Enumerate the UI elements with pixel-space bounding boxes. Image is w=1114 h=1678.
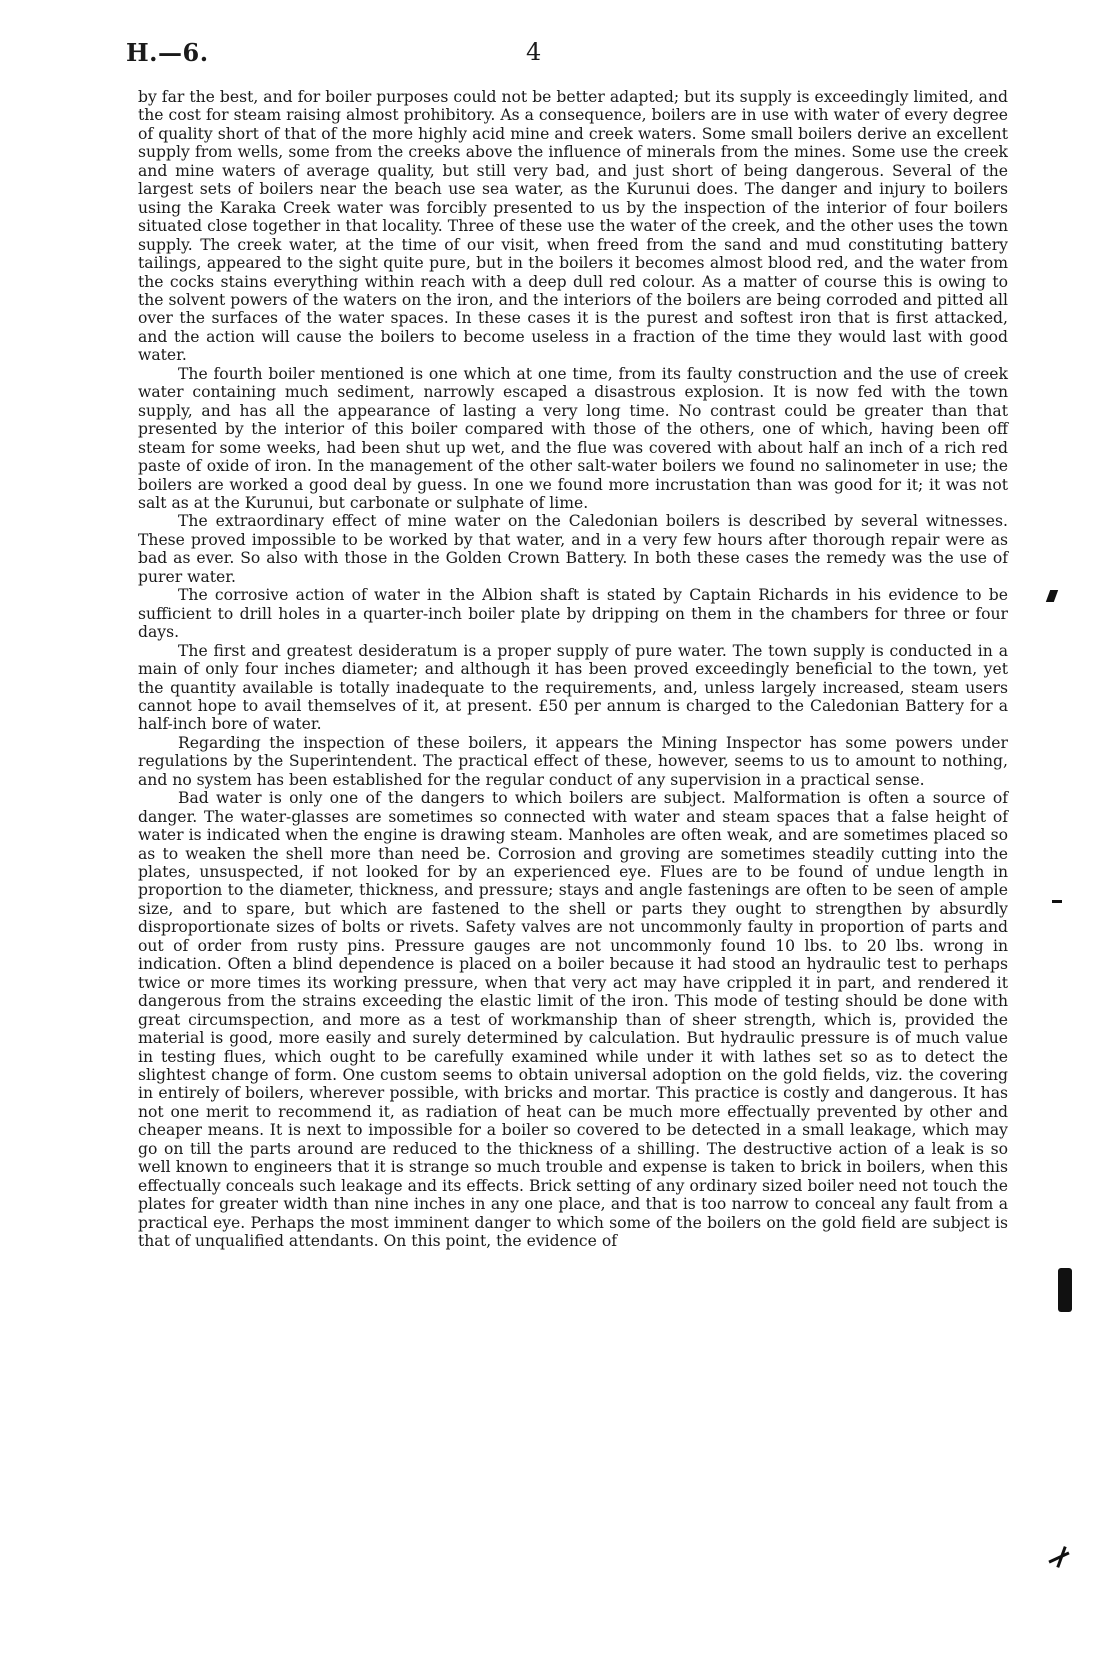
paragraph-2: The fourth boiler mentioned is one which at one time, from its faulty construction and the use of creek water containing much sediment, narrowly escaped a disastrous explosion. It is now fed with the town supply, and has all the appearance of lasting a very long time. No contrast could be greater than that presented by the interior of this boiler compared with those of the others, one of which, having been off steam for some weeks, had been shut up wet, and the flue was covered with about half an inch of a rich red paste of oxide of iron. In the management of the other salt-water boilers we found no salinometer in use; the boilers are worked a good deal by guess. In one we found more incrustation than was good for it; it was not salt as at the Kurunui, but carbonate or sulphate of lime. [138, 364, 1008, 512]
margin-ink-mark [1046, 590, 1058, 602]
paragraph-7: Bad water is only one of the dangers to which boilers are subject. Malformation is often a source of danger. The water-glasses are sometimes so connected with water and steam spaces that a false height of water is indicated when the engine is drawing steam. Manholes are often weak, and are sometimes placed so as to weaken the shell more than need be. Corrosion and groving are sometimes steadily cutting into the plates, unsuspected, if not looked for by an experienced eye. Flues are to be found of undue length in proportion to the diameter, thickness, and pressure; stays and angle fastenings are often to be seen of ample size, and to spare, but which are fastened to the shell or parts they ought to strengthen by absurdly disproportionate sizes of bolts or rivets. Safety valves are not uncommonly faulty in proportion of parts and out of order from rusty pins. Pressure gauges are not uncommonly found 10 lbs. to 20 lbs. wrong in indication. Often a blind dependence is placed on a boiler because it had stood an hydraulic test to perhaps twice or more times its working pressure, when that very act may have crippled it in part, and rendered it dangerous from the strains exceeding the elastic limit of the iron. This mode of testing should be done with great circumspection, and more as a test of workmanship than of sheer strength, which is, provided the material is good, more easily and surely determined by calculation. But hydraulic pressure is of much value in testing flues, which ought to be carefully examined while under it with lathes set so as to detect the slightest change of form. One custom seems to obtain universal adoption on the gold fields, viz. the covering in entirely of boilers, wherever possible, with bricks and mortar. This practice is costly and dangerous. It has not one merit to recommend it, as radiation of heat can be much more effectually prevented by other and cheaper means. It is next to impossible for a boiler so covered to be detected in a small leakage, which may go on till the parts around are reduced to the thickness of a shilling. The destructive action of a leak is so well known to engineers that it is strange so much trouble and expense is taken to brick in boilers, when this effectually conceals such leakage and its effects. Brick setting of any ordinary sized boiler need not touch the plates for greater width than nine inches in any one place, and that is too narrow to conceal any fault from a practical eye. Perhaps the most imminent danger to which some of the boilers on the gold field are subject is that of unqualified attendants. On this point, the evidence of [138, 789, 1008, 1251]
page-header [126, 38, 1026, 74]
page-number: 4 [526, 38, 542, 66]
body-text [138, 88, 1008, 1251]
paragraph-6: Regarding the inspection of these boilers, it appears the Mining Inspector has some powers under regulations by the Superintendent. The practical effect of these, however, seems to us to amount to nothing, and no system has been established for the regular conduct of any supervision in a practical sense. [138, 733, 1008, 789]
margin-ink-mark [1058, 1268, 1072, 1312]
paragraph-5: The first and greatest desideratum is a proper supply of pure water. The town supply is conducted in a main of only four inches diameter; and although it has been proved exceedingly beneficial to the town, yet the quantity available is totally inadequate to the requirements, and, unless largely increased, steam users cannot hope to avail themselves of it, at present. £50 per annum is charged to the Caledonian Battery for a half-inch bore of water. [138, 641, 1008, 734]
paragraph-3: The extraordinary effect of mine water on the Caledonian boilers is described by several witnesses. These proved impossible to be worked by that water, and in a very few hours after thorough repair were as bad as ever. So also with those in the Golden Crown Battery. In both these cases the remedy was the use of purer water. [138, 512, 1008, 586]
paragraph-1: by far the best, and for boiler purposes could not be better adapted; but its supply is exceedingly limited, and the cost for steam raising almost prohibitory. As a consequence, boilers are in use with water of every degree of quality short of that of the more highly acid mine and creek waters. Some small boilers derive an excellent supply from wells, some from the creeks above the influence of minerals from the mines. Some use the creek and mine waters of average quality, but still very bad, and just short of being dangerous. Several of the largest sets of boilers near the beach use sea water, as the Kurunui does. The danger and injury to boilers using the Karaka Creek water was forcibly presented to us by the inspection of the interior of four boilers situated close together in that locality. Three of these use the water of the creek, and the other uses the town supply. The creek water, at the time of our visit, when freed from the sand and mud constituting battery tailings, appeared to the sight quite pure, but in the boilers it becomes almost blood red, and the water from the cocks stains everything within reach with a deep dull red colour. As a matter of course this is owing to the solvent powers of the waters on the iron, and the interiors of the boilers are being corroded and pitted all over the surfaces of the water spaces. In these cases it is the purest and softest iron that is first attacked, and the action will cause the boilers to become useless in a fraction of the time they would last with good water. [138, 88, 1008, 365]
paragraph-4: The corrosive action of water in the Albion shaft is stated by Captain Richards in his evidence to be sufficient to drill holes in a quarter-inch boiler plate by dripping on them in the chambers for three or four days. [138, 586, 1008, 642]
margin-ink-mark [1052, 900, 1062, 903]
document-reference: H.—6. [126, 38, 209, 67]
